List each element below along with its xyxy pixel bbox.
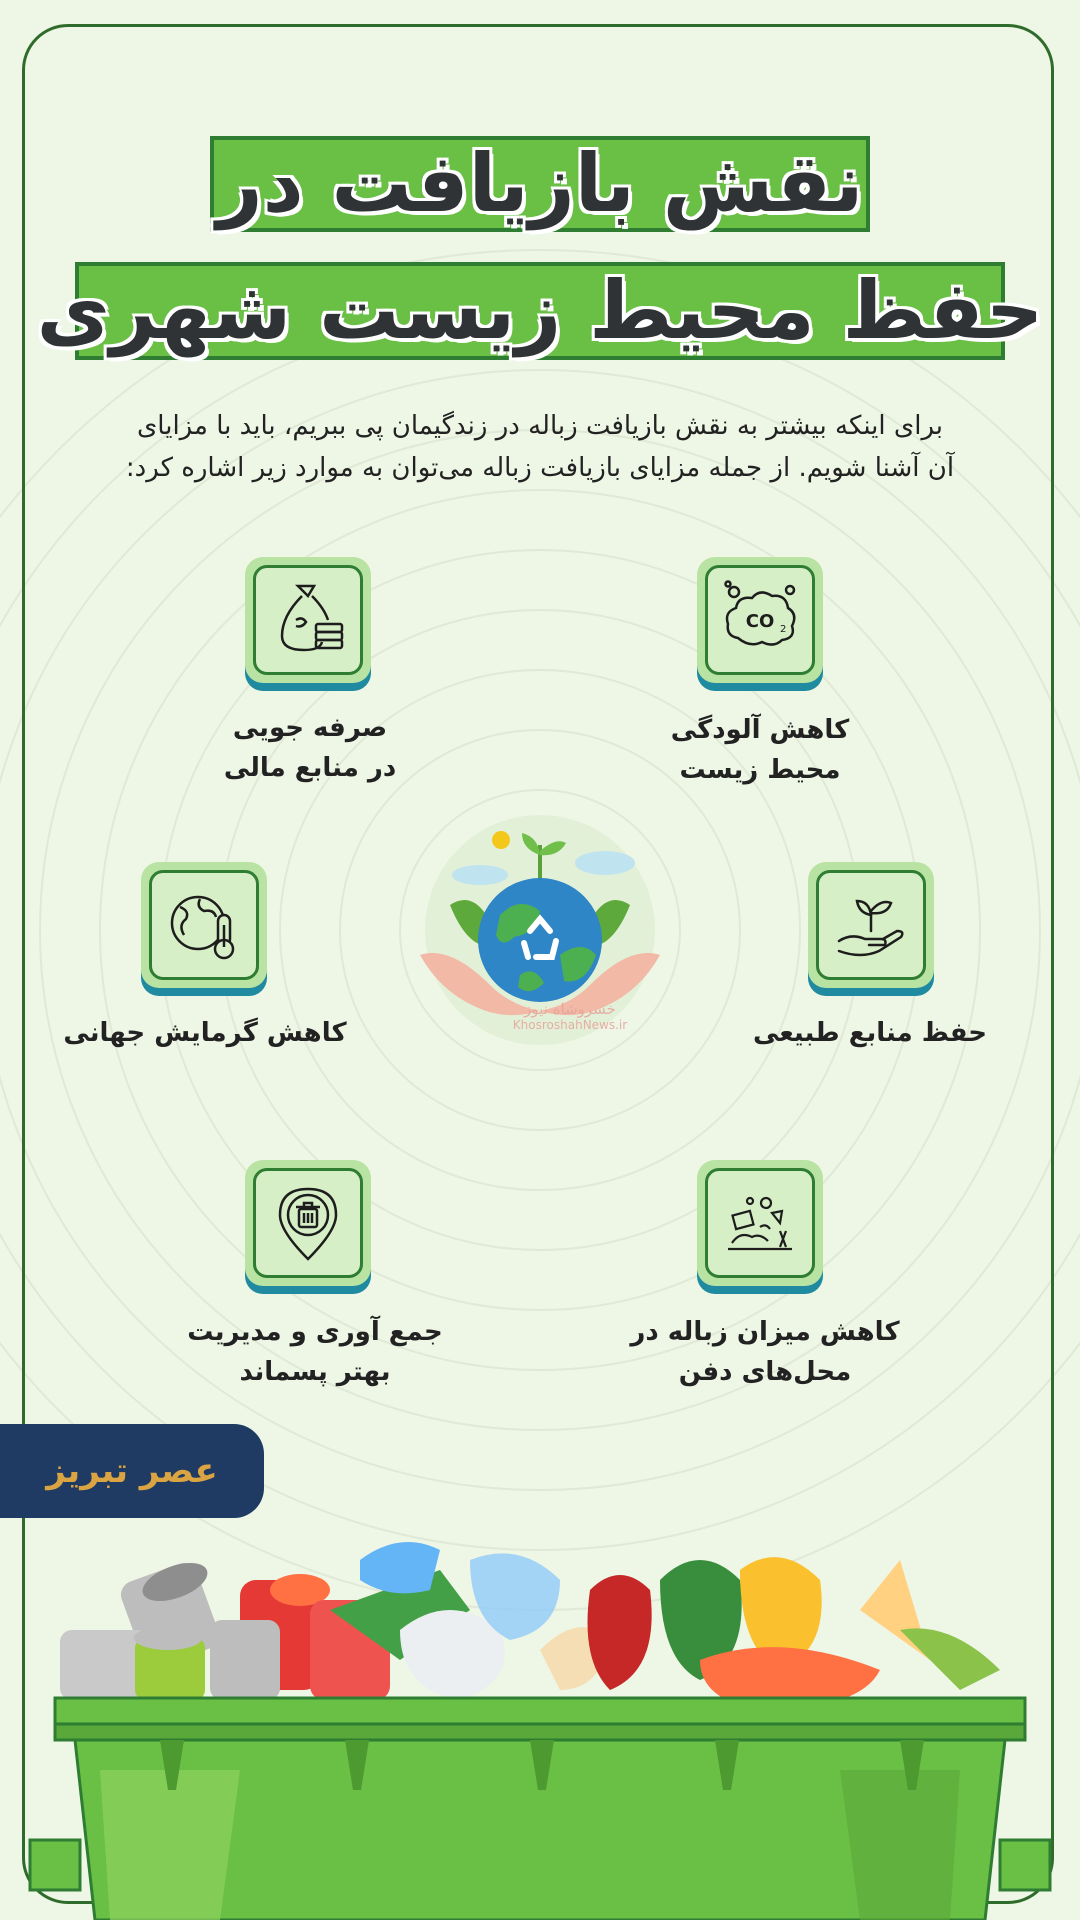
- benefit-label-pollution: کاهش آلودگی محیط زیست: [670, 715, 850, 785]
- center-watermark: خسروشاه نیوز KhosroshahNews.ir: [512, 1000, 628, 1032]
- money-bag-coins-icon: [268, 580, 348, 660]
- co2-cloud-icon: [720, 580, 800, 660]
- benefit-card-waste-management: [245, 1160, 371, 1286]
- landfill-waste-icon: [720, 1183, 800, 1263]
- benefit-card-savings: [245, 557, 371, 683]
- svg-text:2: 2: [780, 624, 787, 635]
- svg-text:CO: CO: [745, 611, 775, 632]
- intro-line-2: آن آشنا شویم. از جمله مزایای بازیافت زباله می‌توان به موارد زیر اشاره کرد:: [125, 453, 955, 483]
- benefit-card-warming: [141, 862, 267, 988]
- title-line-1: نقش بازیافت در: [216, 137, 864, 230]
- benefit-label-landfill: کاهش میزان زباله در محل‌های دفن: [630, 1317, 900, 1387]
- title-band-1: [210, 136, 870, 232]
- benefit-card-pollution: [697, 557, 823, 683]
- title-line-2: حفظ محیط زیست شهری: [36, 264, 1044, 357]
- benefit-card-landfill: [697, 1160, 823, 1286]
- intro-line-1: برای اینکه بیشتر به نقش بازیافت زباله در زندگیمان پی ببریم، باید با مزایای: [136, 411, 944, 441]
- intro-paragraph: [100, 405, 980, 489]
- benefit-label-savings: صرفه جویی در منابع مالی: [223, 713, 397, 783]
- globe-thermometer-icon: [164, 885, 244, 965]
- brand-logo-tab: [0, 1424, 264, 1518]
- benefit-label-resources: حفظ منابع طبیعی: [752, 1018, 988, 1048]
- benefit-label-waste-management: جمع آوری و مدیریت بهتر پسماند: [187, 1317, 443, 1387]
- benefit-label-warming: کاهش گرمایش جهانی: [63, 1018, 347, 1048]
- title-band-2: [36, 262, 1044, 360]
- brand-logo-text: عصر تبریز: [46, 1451, 218, 1491]
- plant-in-hand-icon: [831, 885, 911, 965]
- benefit-card-resources: [808, 862, 934, 988]
- trash-location-pin-icon: [268, 1183, 348, 1263]
- recycling-bin-illustration: [0, 1520, 1080, 1920]
